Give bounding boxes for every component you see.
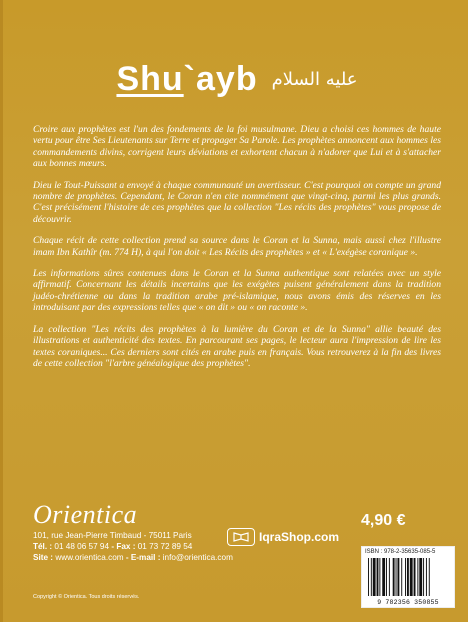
book-title xyxy=(116,60,257,99)
publisher-logo: Orientica xyxy=(33,500,138,529)
tel-value: 01 48 06 57 94 xyxy=(54,542,110,551)
publisher-address: 101, rue Jean-Pierre Timbaud - 75011 Paris xyxy=(33,531,192,540)
description-text xyxy=(33,124,441,379)
paragraph-4: Les informations sûres contenues dans le Coran et la Sunna authentique sont relatées avec un style affirmatif. Concernant les détails incertains que les exégètes puisent généralement dans la tradition judéo-chrétienne ou dans la tradition arabe pré-islamique, nous avons émis des réserves en les introduisant par des expressions telles que « on dit » ou « on raconte ». xyxy=(33,268,441,314)
fax-label: - Fax : xyxy=(111,542,136,551)
isbn-label: ISBN : 978-2-35635-085-5 xyxy=(365,549,436,555)
site-link[interactable]: www.orientica.com xyxy=(55,553,124,562)
barcode xyxy=(361,546,455,608)
store-name: IqraShop.com xyxy=(259,530,340,544)
title-underlined-part: Shu xyxy=(116,60,184,98)
publisher-block xyxy=(33,500,233,563)
store-logo xyxy=(227,528,339,546)
barcode-bars xyxy=(368,558,448,596)
email-label: - E-mail : xyxy=(125,553,161,562)
tel-label: Tél. : xyxy=(33,542,53,551)
paragraph-1: Croire aux prophètes est l'un des fondements de la foi musulmane. Dieu a choisi ces hommes de haute vertu pour être Ses Lieutenants sur Terre et propager Sa Parole. Les prophètes annoncent aux hommes les commandements divins, corrigent leurs déviations et exhortent chacun à n'adorer que Lui et à s'attacher aux bonnes mœurs. xyxy=(33,124,441,170)
fax-value: 01 73 72 89 54 xyxy=(137,542,193,551)
copyright-notice: Copyright © Orientica. Tous droits réservés. xyxy=(33,594,140,600)
publisher-phone xyxy=(33,542,233,552)
publisher-web xyxy=(33,553,233,563)
price-tag: 4,90 € xyxy=(361,512,406,529)
paragraph-5: La collection "Les récits des prophètes à la lumière du Coran et de la Sunna" allie beauté des illustrations et authenticité des textes. En parcourant ses pages, le lecteur aura l'impression de lire les textes coraniques... Ces derniers sont cités en arabe puis en français. Vous retrouverez à la fin des livres de cette collection "l'arbre généalogique des prophètes". xyxy=(33,323,441,369)
barcode-digits: 9 782356 350855 xyxy=(377,599,439,606)
arabic-honorific: عليه السلام xyxy=(271,69,358,90)
book-icon xyxy=(227,528,255,546)
paragraph-2: Dieu le Tout-Puissant a envoyé à chaque communauté un avertisseur. C'est pourquoi on compte un grand nombre de prophètes. Cependant, le Coran n'en cite nommément que vingt-cinq, parmi les plus grands. C'est précisément l'histoire de ces prophètes que la collection "Les récits des prophètes" vous propose de découvrir. xyxy=(33,179,441,225)
paragraph-3: Chaque récit de cette collection prend sa source dans le Coran et la Sunna, mais aussi chez l'illustre imam Ibn Kathîr (m. 774 H), à qui l'on doit « Les Récits des prophètes » et « L'exégèse coranique ». xyxy=(33,235,441,258)
email-link[interactable]: info@orientica.com xyxy=(162,553,233,562)
title-rest: `ayb xyxy=(183,60,258,98)
title-block xyxy=(3,60,468,99)
site-label: Site : xyxy=(33,553,54,562)
